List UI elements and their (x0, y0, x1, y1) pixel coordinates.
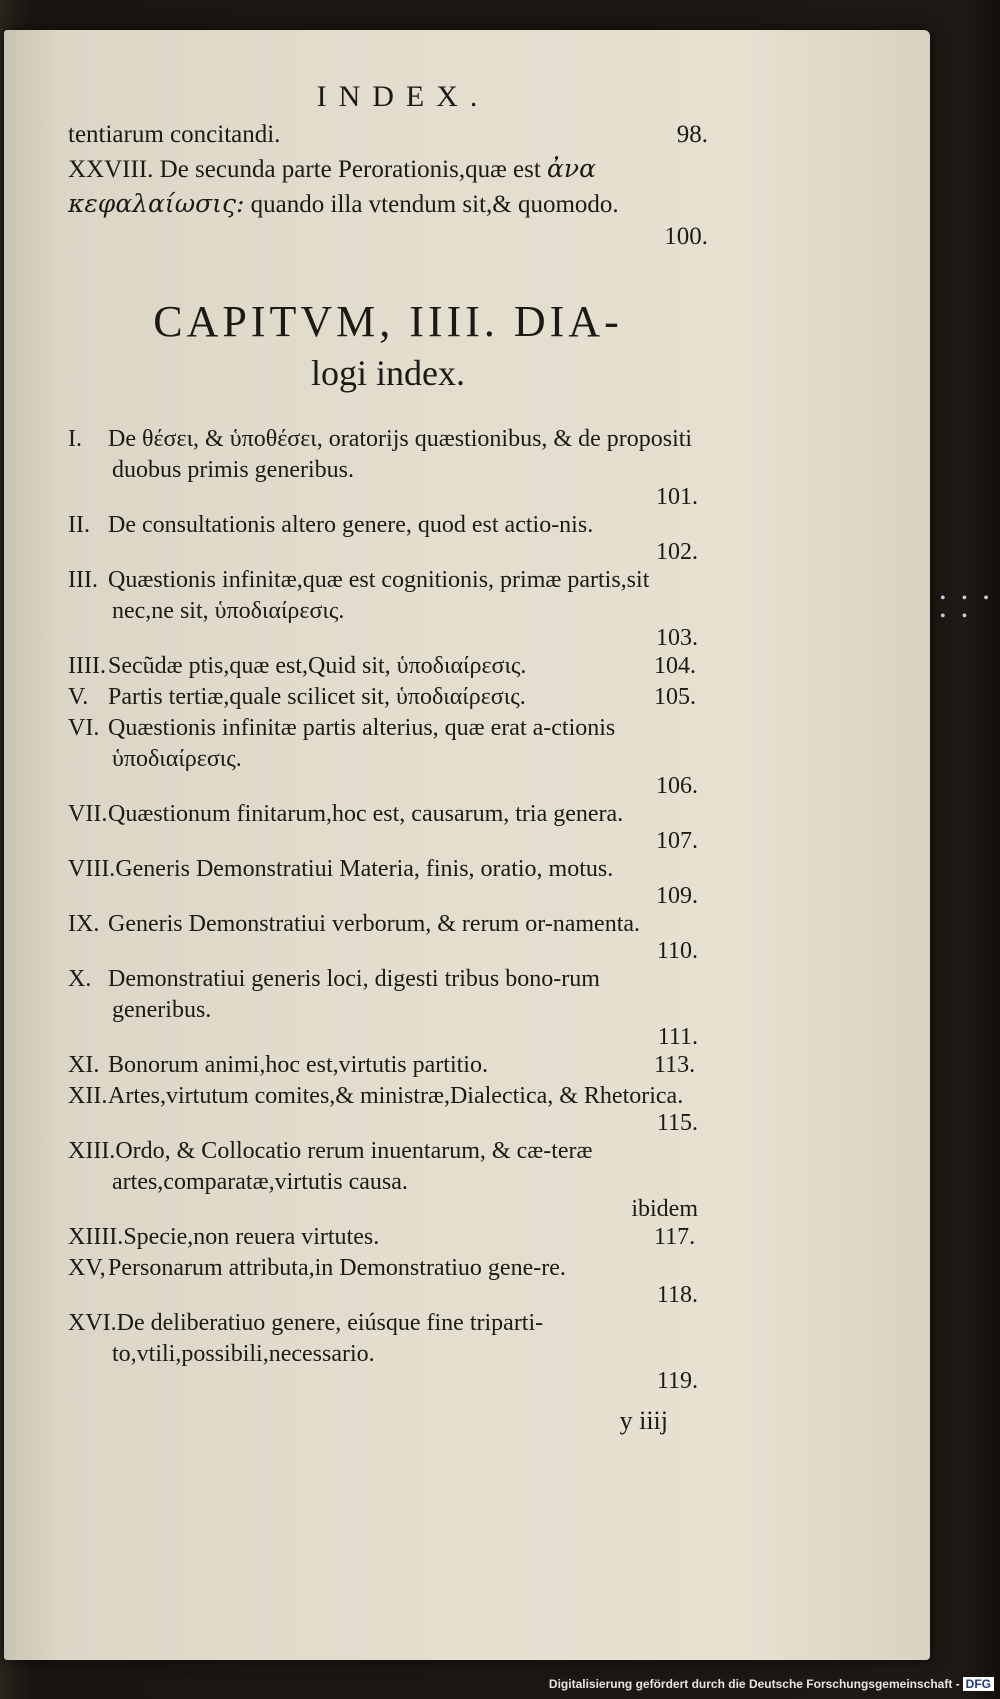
toc-entry: XI. Bonorum animi,hoc est,virtutis partitio. 113. (68, 1052, 696, 1078)
toc-entry: IX. Generis Demonstratiui verborum, & rerum or-namenta. 110. (68, 911, 698, 964)
page-number: 103. (656, 625, 698, 651)
toc-entry: IIII.Secũdæ ptis,quæ est,Quid sit, ὑποδιαίρεσις. 104. (68, 653, 696, 679)
continuation-line-3: κεφαλαίωσις: quando illa vtendum sit,& quomodo. (68, 189, 619, 218)
book-page (4, 30, 930, 1660)
continuation-line-2: XXVIII. De secunda parte Perorationis,quæ est ἀνα (68, 154, 596, 183)
toc-entry: VII.Quæstionum finitarum,hoc est, causarum, tria genera. 107. (68, 801, 698, 854)
entry-number: XXVIII. (68, 156, 154, 183)
signature-mark: y iiij (619, 1406, 668, 1435)
page-text (68, 80, 708, 1436)
page-number: 111. (657, 1024, 698, 1050)
toc-entry: XV, Personarum attributa,in Demonstratiuo gene-re. 118. (68, 1255, 698, 1308)
page-number: ibidem (631, 1196, 698, 1222)
chapter-heading: CAPITVM, IIII. DIA- (153, 297, 623, 346)
toc-entry: XIIII.Specie,non reuera virtutes. 117. (68, 1224, 696, 1250)
toc-entry: I. De θέσει, & ὑποθέσει, oratorijs quæstionibus, & de propositi duobus primis generibus. 101. (68, 426, 698, 510)
continuation-line-1: tentiarum concitandi. 98. (68, 118, 708, 152)
toc-list (68, 424, 708, 1394)
toc-entry: II. De consultationis altero genere, quod est actio-nis. 102. (68, 512, 698, 565)
page-number: 107. (656, 828, 698, 854)
toc-entry: XII.Artes,virtutum comites,& ministræ,Dialectica, & Rhetorica. 115. (68, 1083, 698, 1136)
toc-entry: V. Partis tertiæ,quale scilicet sit, ὑποδιαίρεσις. 105. (68, 684, 696, 710)
toc-entry: XVI.De deliberatiuo genere, eiúsque fine triparti-to,vtili,possibili,necessario. 119. (68, 1310, 698, 1394)
digitization-credit: Digitalisierung gefördert durch die Deutsche Forschungsgemeinschaft - DFG (549, 1677, 994, 1691)
running-head: INDEX. (316, 80, 490, 113)
toc-entry: VIII.Generis Demonstratiui Materia, finis, oratio, motus. 109. (68, 856, 698, 909)
page-number: 102. (656, 539, 698, 565)
page-number: 100. (664, 223, 708, 250)
toc-entry: X. Demonstratiui generis loci, digesti tribus bono-rum generibus. 111. (68, 966, 698, 1050)
page-number: 109. (656, 883, 698, 909)
chapter-subheading: logi index. (311, 353, 465, 393)
dfg-logo: DFG (963, 1677, 994, 1691)
page-number: 115. (656, 1110, 698, 1136)
toc-entry: III. Quæstionis infinitæ,quæ est cognitionis, primæ partis,sit nec,ne sit, ὑποδιαίρεσις. 103. (68, 567, 698, 651)
toc-entry: XIII.Ordo, & Collocatio rerum inuentarum, & cæ-teræ artes,comparatæ,virtutis causa. ibidem (68, 1138, 698, 1222)
scan-artifact-dots: • • • • • (940, 590, 995, 625)
page-number: 101. (656, 484, 698, 510)
toc-entry: VI. Quæstionis infinitæ partis alterius, quæ erat a-ctionis ὑποδιαίρεσις. 106. (68, 715, 698, 799)
page-number: 106. (656, 773, 698, 799)
page-number: 98. (676, 121, 708, 148)
page-number: 119. (656, 1368, 698, 1394)
page-number: 118. (656, 1282, 698, 1308)
page-number: 110. (656, 938, 698, 964)
